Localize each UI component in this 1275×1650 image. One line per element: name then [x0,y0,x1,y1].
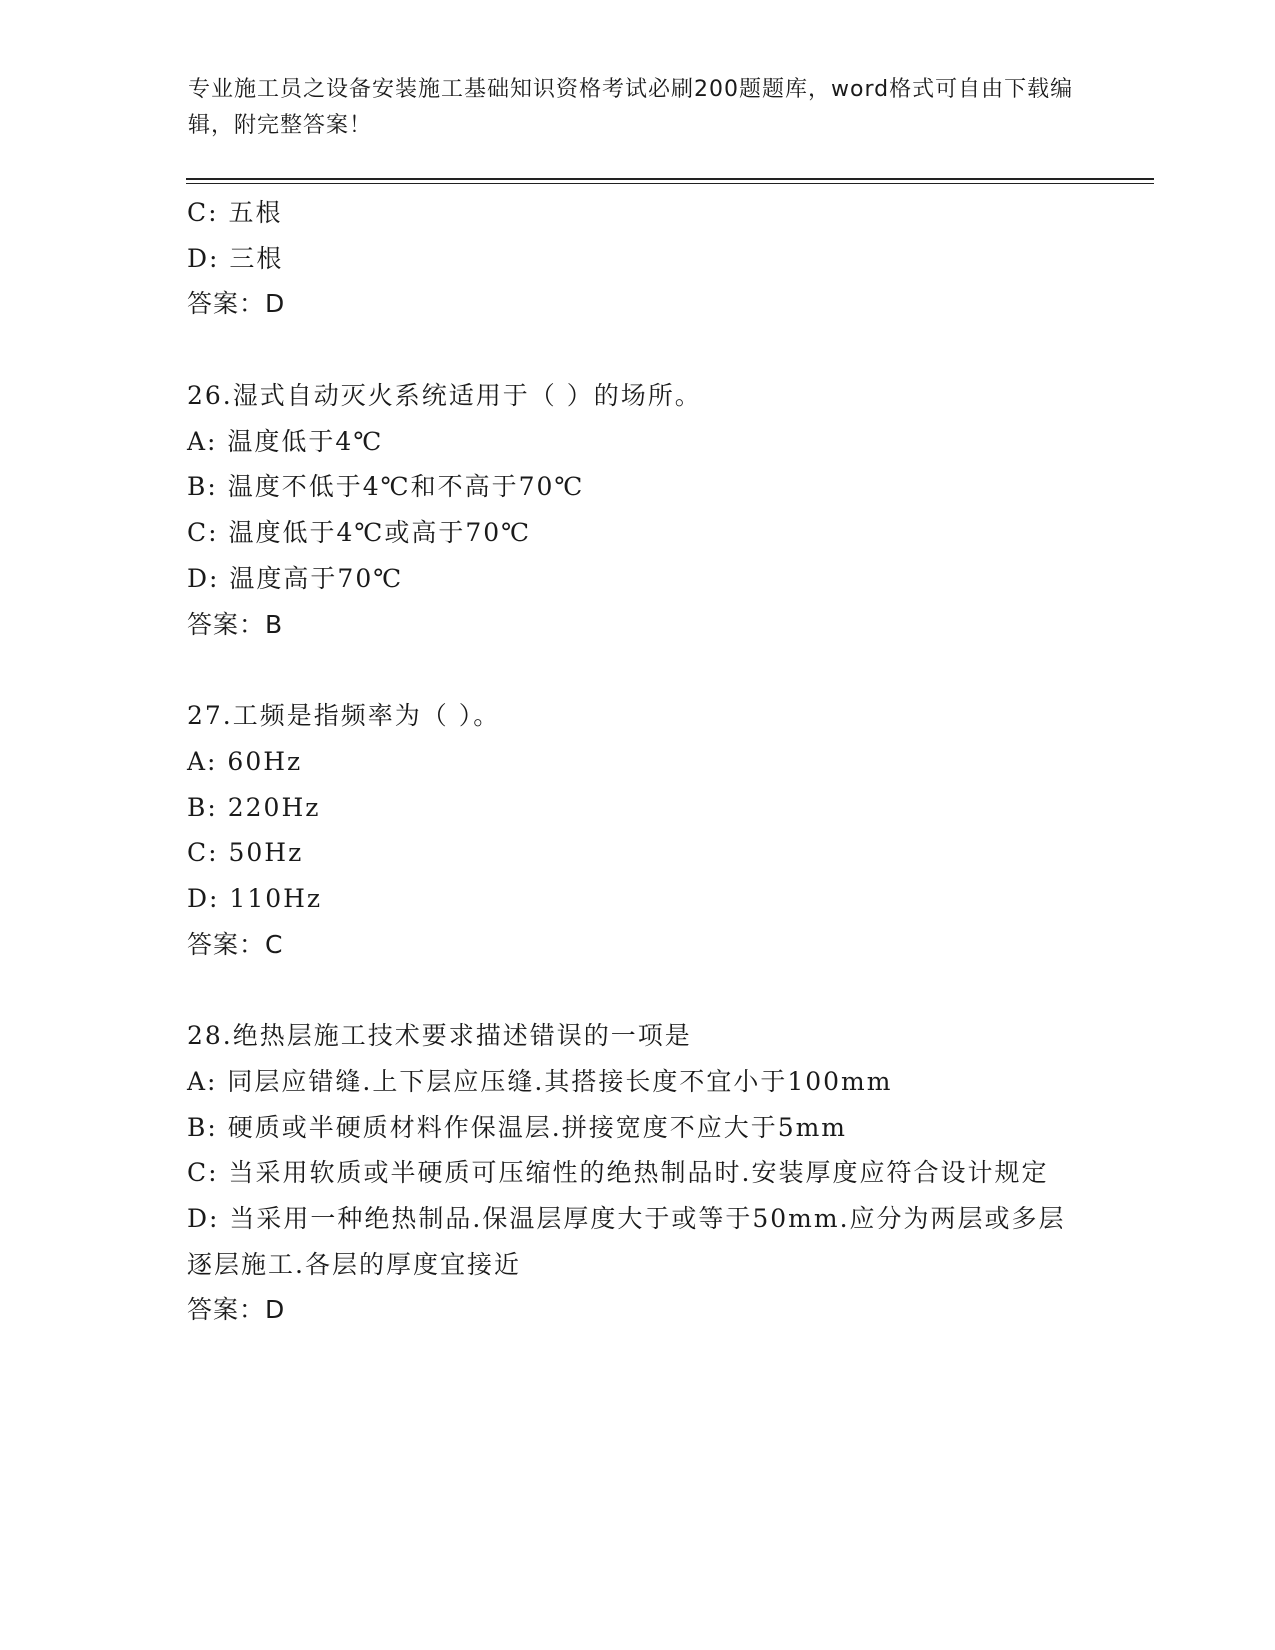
option-a: A: 同层应错缝.上下层应压缝.其搭接长度不宜小于100mm [187,1067,893,1096]
header-divider-thick [186,178,1154,180]
option-c: C: 当采用软质或半硬质可压缩性的绝热制品时.安装厚度应符合设计规定 [187,1158,1049,1188]
option-c: C: 五根 [187,198,283,227]
document-header: 专业施工员之设备安装施工基础知识资格考试必刷200题题库，word格式可自由下载编辑，附完整答案！ [188,77,1074,138]
option-b: B: 硬质或半硬质材料作保温层.拼接宽度不应大于5mm [187,1112,848,1142]
option-a: A: 60Hz [187,746,303,776]
option-d: D: 三根 [187,243,284,273]
answer-line: 答案：C [187,929,284,959]
question-list [187,190,1087,1333]
question-block-26 [187,373,1087,647]
question-stem: 27.工频是指频率为（ ）。 [187,701,501,731]
option-c: C: 50Hz [187,838,304,868]
header-divider-thin [186,183,1154,184]
answer-line: 答案：D [187,1295,286,1325]
question-stem: 28.绝热层施工技术要求描述错误的一项是 [187,1021,692,1051]
option-b: B: 220Hz [187,792,321,822]
answer-line: 答案：D [187,289,286,319]
option-b: B: 温度不低于4℃和不高于70℃ [187,472,585,502]
option-d: D: 温度高于70℃ [187,563,404,593]
question-stem: 26.湿式自动灭火系统适用于（ ）的场所。 [187,381,702,411]
option-a: A: 温度低于4℃ [187,426,384,456]
option-c: C: 温度低于4℃或高于70℃ [187,518,532,548]
question-block-27 [187,693,1087,967]
option-d: D: 110Hz [187,883,323,913]
question-block-continued [187,190,1087,327]
question-block-28 [187,1013,1087,1333]
answer-line: 答案：B [187,609,284,639]
option-d: D: 当采用一种绝热制品.保温层厚度大于或等于50mm.应分为两层或多层逐层施工.各层的厚度宜接近 [187,1204,1066,1279]
